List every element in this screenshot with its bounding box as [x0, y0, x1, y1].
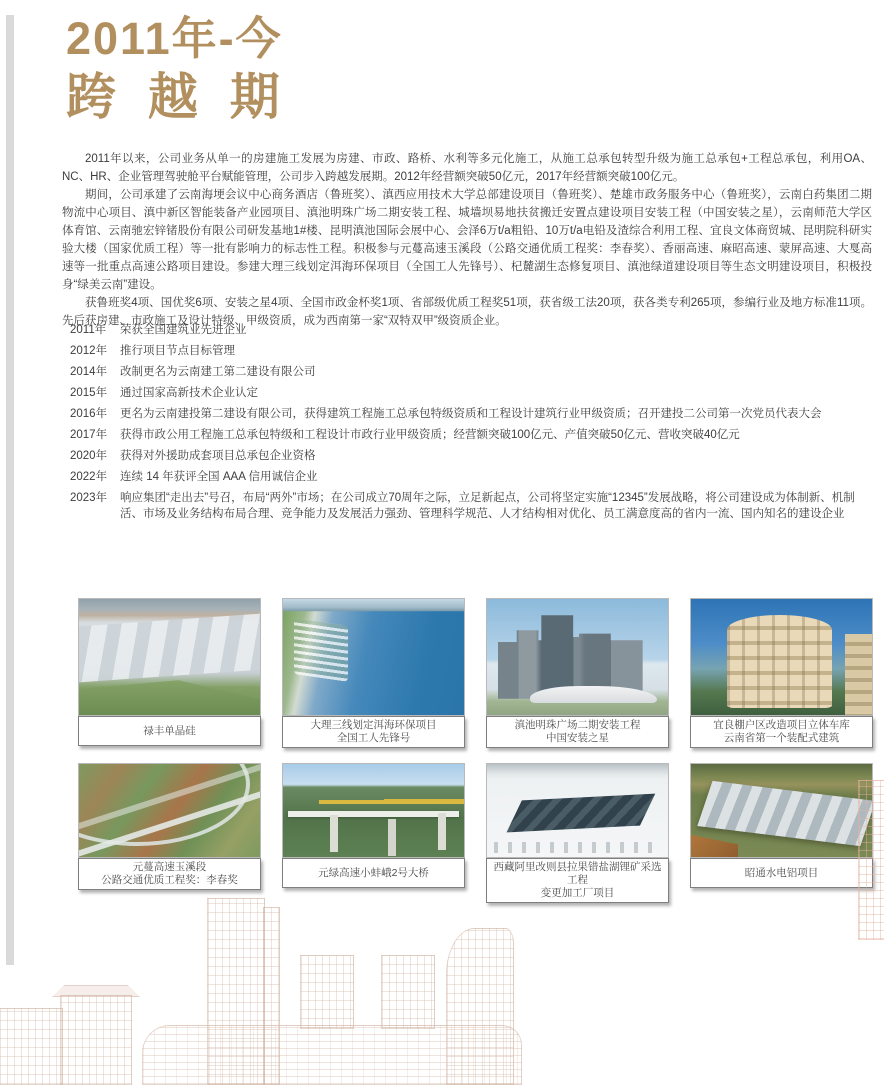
- caption-line: 禄丰单晶硅: [143, 724, 196, 737]
- timeline-year: 2012年: [70, 345, 108, 357]
- gallery-row-1: [78, 598, 873, 748]
- timeline-text: 改制更名为云南建工第二建设有限公司: [120, 366, 316, 378]
- timeline-row: [70, 343, 872, 359]
- timeline-row: [70, 427, 872, 443]
- timeline-year: 2020年: [70, 450, 108, 462]
- timeline-year: 2023年: [70, 492, 108, 504]
- watermark-building-left-low: [0, 1008, 63, 1085]
- timeline-text: 更名为云南建投第二建设有限公司，获得建筑工程施工总承包特级资质和工程设计建筑行业甲级资质；召开建投二公司第一次党员代表大会: [120, 408, 822, 420]
- gallery-item: [486, 763, 669, 903]
- photo-caption: [486, 858, 669, 903]
- timeline-row: [70, 469, 872, 485]
- timeline-row: [70, 385, 872, 401]
- gallery-item: [282, 763, 465, 903]
- timeline-row: [70, 364, 872, 380]
- caption-line: 宜良棚户区改造项目立体车库: [713, 719, 850, 731]
- timeline-text: 获得市政公用工程施工总承包特级和工程设计市政行业甲级资质；经营额突破100亿元、产值突破50亿元、营收突破40亿元: [120, 429, 740, 441]
- watermark-grid-right: [858, 780, 884, 940]
- section-header: [66, 14, 289, 125]
- gallery-item: [690, 598, 873, 748]
- timeline-year: 2017年: [70, 429, 108, 441]
- era-range-title: 2011年-今: [66, 13, 283, 64]
- watermark-podium-building: [142, 1025, 522, 1085]
- caption-line: 西藏阿里改则县拉果错盐湖锂矿采选工程: [493, 861, 662, 886]
- caption-line: 元蔓高速玉溪段: [132, 861, 207, 873]
- gallery-item: [282, 598, 465, 748]
- intro-paragraph-1: 2011年以来，公司业务从单一的房建施工发展为房建、市政、路桥、水利等多元化施工，从施工总承包转型升级为施工总承包+工程总承包，利用OA、NC、HR、企业管理驾驶舱平台赋能管理，公司步入跨越发展期。2012年经营额突破50亿元，2017年经营额突破100亿元。: [62, 153, 872, 183]
- timeline-text: 获得对外援助成套项目总承包企业资格: [120, 450, 316, 462]
- photo-erhai-lakeshore: [282, 598, 465, 716]
- timeline-text: 推行项目节点目标管理: [120, 345, 235, 357]
- timeline-row: [70, 490, 872, 522]
- photo-highway-viaducts: [78, 763, 261, 858]
- caption-line: 云南省第一个装配式建筑: [723, 732, 840, 744]
- gallery-item: [78, 598, 261, 748]
- intro-paragraph-3: 获鲁班奖4项、国优奖6项、安装之星4项、全国市政金杯奖1项、省部级优质工程奖51项，获省级工法20项，获各类专利265项，参编行业及地方标准11项。先后获房建、市政施工及设计特级、甲级资质，成为西南第一家“双特双甲”级资质企业。: [62, 297, 872, 327]
- watermark-mid-tower-1: [300, 955, 354, 1029]
- photo-caption: [282, 716, 465, 748]
- gallery-item: [78, 763, 261, 903]
- photo-caption: [690, 858, 873, 888]
- gallery-item: [486, 598, 669, 748]
- timeline-section: [70, 322, 872, 527]
- caption-line: 大理三线划定洱海环保项目: [310, 719, 437, 731]
- watermark-mid-tower-2: [381, 955, 435, 1029]
- photo-snowfield-plant: [486, 763, 669, 858]
- timeline-text: 连续 14 年获评全国 AAA 信用诚信企业: [120, 471, 318, 483]
- photo-aerial-factory: [78, 598, 261, 716]
- caption-line: 中国安装之星: [546, 732, 609, 744]
- photo-parking-garage: [690, 598, 873, 716]
- intro-section: [62, 150, 872, 330]
- timeline-year: 2014年: [70, 366, 108, 378]
- caption-line: 滇池明珠广场二期安装工程: [514, 719, 641, 731]
- gallery-item: [690, 763, 873, 903]
- caption-line: 昭通水电铝项目: [744, 866, 819, 879]
- photo-city-highrise: [486, 598, 669, 716]
- caption-line: 变更加工厂项目: [540, 887, 615, 899]
- timeline-text: 响应集团“走出去”号召，布局“两外”市场；在公司成立70周年之际，立足新起点，公司将坚定实施“12345”发展战略，将公司建设成为体制新、机制活、市场及业务结构布局合理、竞争能力及发展活力强劲、管理科学规范、人才结构相对优化、员工满意度高的省内一流、国内知名的建设企业: [120, 492, 855, 520]
- timeline-year: 2011年: [70, 324, 107, 336]
- timeline-text: 通过国家高新技术企业认定: [120, 387, 258, 399]
- timeline-year: 2015年: [70, 387, 108, 399]
- caption-line: 全国工人先锋号: [336, 732, 411, 744]
- caption-line: 公路交通优质工程奖：李春奖: [101, 874, 238, 886]
- intro-paragraph-2: 期间，公司承建了云南海埂会议中心商务酒店（鲁班奖）、滇西应用技术大学总部建设项目（鲁班奖）、楚雄市政务服务中心（鲁班奖），云南白药集团二期物流中心项目、滇中新区智能装备产业园项目、滇池明珠广场二期安装工程、城墙坝易地扶贫搬迁安置点建设项目安装工程（中国安装之星），云南师范大学区体育馆、云南驰宏锌锗股份有限公司研发基地1#楼、昆明滇池国际会展中心、会泽6万t/a粗铅、10万t/a电铅及渣综合利用工程、宜良文体商贸城、昆明院科研实验大楼（国家优质工程）等一批有影响力的标志性工程。积极参与元蔓高速玉溪段（公路交通优质工程奖：李春奖）、香丽高速、麻昭高速、蒙屏高速、大戛高速等一批重点高速公路项目建设。参建大理三线划定洱海环保项目（全国工人先锋号）、杞麓湖生态修复项目、滇池绿道建设项目等生态文明建设项目，积极投身“绿美云南”建设。: [62, 189, 872, 291]
- photo-gallery: [78, 598, 873, 928]
- caption-line: 元绿高速小蚌峨2号大桥: [318, 866, 429, 879]
- photo-valley-bridge: [282, 763, 465, 858]
- timeline-text: 荣获全国建筑业先进企业: [120, 324, 247, 336]
- era-name-title: 跨 越 期: [66, 69, 289, 126]
- timeline-year: 2022年: [70, 471, 108, 483]
- watermark-building-roof: [52, 985, 140, 997]
- photo-caption: [78, 716, 261, 746]
- photo-caption: [78, 858, 261, 890]
- photo-caption: [690, 716, 873, 748]
- photo-caption: [486, 716, 669, 748]
- timeline-row: [70, 448, 872, 464]
- left-accent-bar: [6, 15, 14, 965]
- watermark-building-left-main: [60, 995, 132, 1085]
- timeline-row: [70, 322, 872, 338]
- timeline-year: 2016年: [70, 408, 108, 420]
- photo-caption: [282, 858, 465, 888]
- timeline-row: [70, 406, 872, 422]
- gallery-row-2: [78, 763, 873, 903]
- photo-aluminum-plant: [690, 763, 873, 858]
